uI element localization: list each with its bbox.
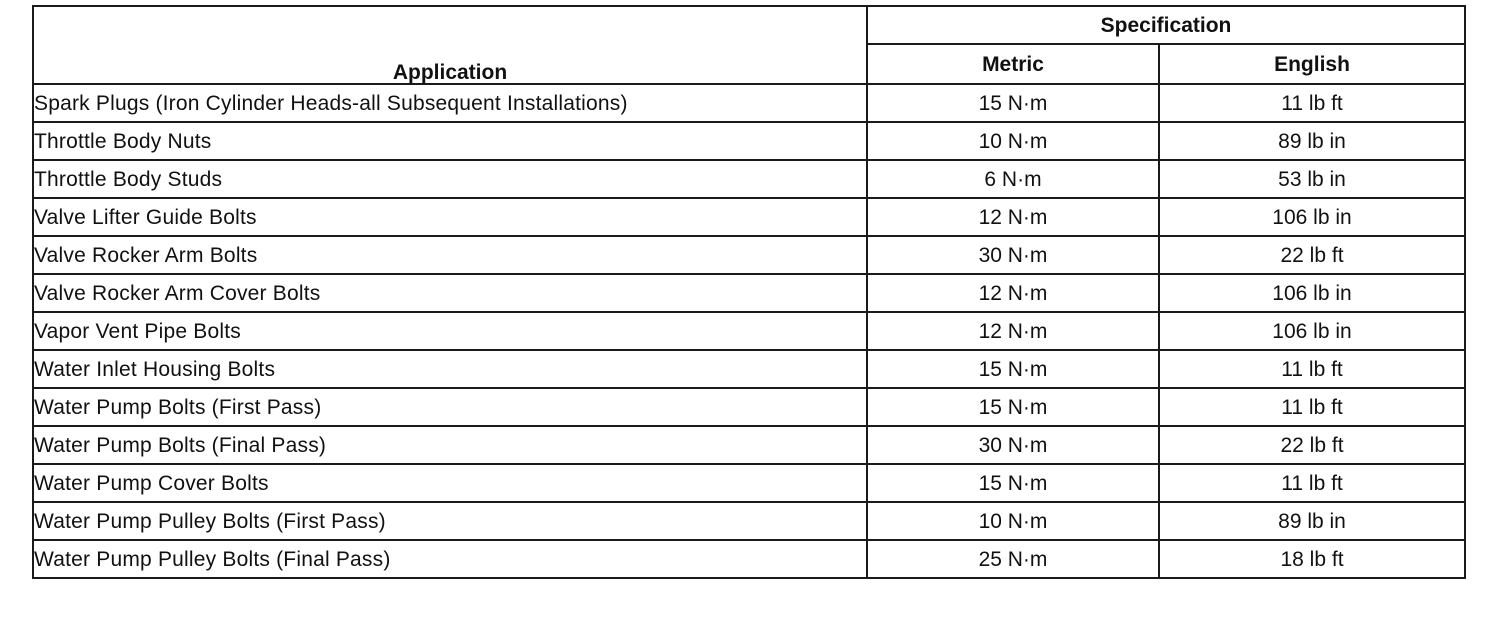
english-value-cell: 106 lb in — [1159, 312, 1465, 350]
table-row — [33, 312, 1465, 350]
english-value-cell: 53 lb in — [1159, 160, 1465, 198]
metric-value-cell: 30 N·m — [867, 236, 1159, 274]
metric-value-cell: 15 N·m — [867, 84, 1159, 122]
metric-value-cell: 12 N·m — [867, 198, 1159, 236]
english-value-cell: 11 lb ft — [1159, 350, 1465, 388]
metric-value-cell: 10 N·m — [867, 122, 1159, 160]
table-header — [33, 6, 1465, 84]
application-cell: Water Pump Cover Bolts — [33, 464, 867, 502]
metric-value-cell: 12 N·m — [867, 274, 1159, 312]
table-row — [33, 426, 1465, 464]
english-value-cell: 22 lb ft — [1159, 426, 1465, 464]
english-column-header: English — [1159, 44, 1465, 84]
application-cell: Water Pump Pulley Bolts (First Pass) — [33, 502, 867, 540]
application-cell: Spark Plugs (Iron Cylinder Heads-all Subsequent Installations) — [33, 84, 867, 122]
table-row — [33, 350, 1465, 388]
english-value-cell: 89 lb in — [1159, 502, 1465, 540]
metric-value-cell: 10 N·m — [867, 502, 1159, 540]
application-cell: Throttle Body Studs — [33, 160, 867, 198]
table-row — [33, 236, 1465, 274]
metric-value-cell: 12 N·m — [867, 312, 1159, 350]
specification-column-header: Specification — [867, 6, 1465, 44]
metric-value-cell: 30 N·m — [867, 426, 1159, 464]
table-body — [33, 84, 1465, 578]
english-value-cell: 11 lb ft — [1159, 84, 1465, 122]
english-value-cell: 89 lb in — [1159, 122, 1465, 160]
table-row — [33, 388, 1465, 426]
english-value-cell: 11 lb ft — [1159, 464, 1465, 502]
english-value-cell: 11 lb ft — [1159, 388, 1465, 426]
application-cell: Throttle Body Nuts — [33, 122, 867, 160]
metric-value-cell: 15 N·m — [867, 388, 1159, 426]
metric-value-cell: 15 N·m — [867, 464, 1159, 502]
application-cell: Valve Rocker Arm Bolts — [33, 236, 867, 274]
application-cell: Vapor Vent Pipe Bolts — [33, 312, 867, 350]
table-row — [33, 464, 1465, 502]
application-cell: Valve Rocker Arm Cover Bolts — [33, 274, 867, 312]
english-value-cell: 106 lb in — [1159, 274, 1465, 312]
table-row — [33, 274, 1465, 312]
application-cell: Water Pump Pulley Bolts (Final Pass) — [33, 540, 867, 578]
application-cell: Water Inlet Housing Bolts — [33, 350, 867, 388]
table-row — [33, 122, 1465, 160]
metric-value-cell: 25 N·m — [867, 540, 1159, 578]
table-row — [33, 198, 1465, 236]
table-row — [33, 84, 1465, 122]
application-column-header: Application — [33, 6, 867, 84]
table-row — [33, 160, 1465, 198]
english-value-cell: 18 lb ft — [1159, 540, 1465, 578]
english-value-cell: 22 lb ft — [1159, 236, 1465, 274]
table-row — [33, 540, 1465, 578]
header-row-top — [33, 6, 1465, 44]
table-row — [33, 502, 1465, 540]
application-cell: Water Pump Bolts (Final Pass) — [33, 426, 867, 464]
metric-value-cell: 15 N·m — [867, 350, 1159, 388]
metric-value-cell: 6 N·m — [867, 160, 1159, 198]
english-value-cell: 106 lb in — [1159, 198, 1465, 236]
application-cell: Water Pump Bolts (First Pass) — [33, 388, 867, 426]
metric-column-header: Metric — [867, 44, 1159, 84]
application-cell: Valve Lifter Guide Bolts — [33, 198, 867, 236]
fastener-torque-table — [32, 5, 1466, 579]
